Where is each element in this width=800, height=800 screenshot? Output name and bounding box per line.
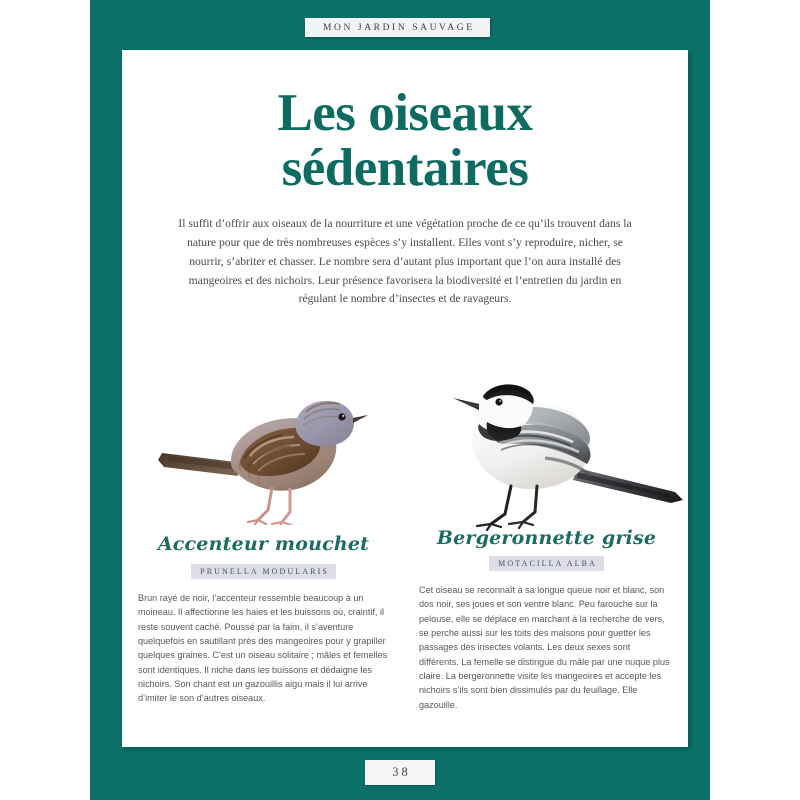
white-wagtail-photo	[419, 328, 674, 528]
intro-paragraph: Il suffit d’offrir aux oiseaux de la nourriture et une végétation proche de ce qu’ils trouvent dans la nature pour que de très nombreuses espèces s’y installent. Elles vont s’y reproduire, nicher, se nourrir, s’abriter et chasser. Le nombre sera d’autant plus important que l’on aura installé des mangeoires et des nichoirs. Leur présence favorisera la biodiversité et l’entretien du jardin en régulant le nombre d’insectes et de ravageurs.	[178, 217, 632, 306]
species-latin-name: PRUNELLA MODULARIS	[191, 564, 336, 579]
article-sheet	[122, 50, 688, 747]
page-number-badge	[365, 760, 435, 785]
species-columns	[122, 328, 688, 721]
species-common-name: Bergeronnette grise	[436, 527, 657, 549]
species-card-accenteur-mouchet	[122, 328, 405, 715]
page-title-line-1: Les oiseaux	[277, 84, 533, 142]
header-kicker-badge	[305, 18, 490, 37]
species-description: Cet oiseau se reconnaît à sa longue queue noir et blanc, son dos noir, ses joues et son ventre blanc. Peu farouche sur la pelouse, elle se déplace en marchant à la recherche de vers, se perche aussi sur les toits des maisons pour guetter les passages des insectes volants. Les deux sexes sont différents. La femelle se distingue du mâle par une nuque plus claire. La bergeronnette visite les mangeoires et accepte les nichoirs s’ils sont bien dissimulés par du feuillage. Elle gazouille.	[419, 584, 670, 710]
species-latin-name: MOTACILLA ALBA	[489, 556, 604, 571]
dunnock-photo	[136, 328, 391, 528]
page-number: 38	[392, 765, 411, 779]
page-title-line-2: sédentaires	[281, 138, 529, 197]
page-title	[122, 86, 688, 195]
species-card-bergeronnette-grise	[405, 328, 688, 721]
header-kicker-text: MON JARDIN SAUVAGE	[322, 22, 475, 33]
species-description: Brun rayé de noir, l’accenteur ressemble beaucoup à un moineau. Il affectionne les haies et les buissons où, craintif, il reste souvent caché. Poussé par la faim, il s’aventure quelquefois en sautillant près des mangeoires pour y grapiller quelques graines. C’est un oiseau solitaire ; mâles et femelles sont identiques. Il niche dans les buissons et dédaigne les nichoirs. Son chant est un gazouillis aigu mais il lui arrive d’imiter le son d’autres oiseaux.	[138, 592, 388, 704]
species-common-name: Accenteur mouchet	[157, 533, 370, 555]
book-page-spread	[90, 0, 710, 800]
